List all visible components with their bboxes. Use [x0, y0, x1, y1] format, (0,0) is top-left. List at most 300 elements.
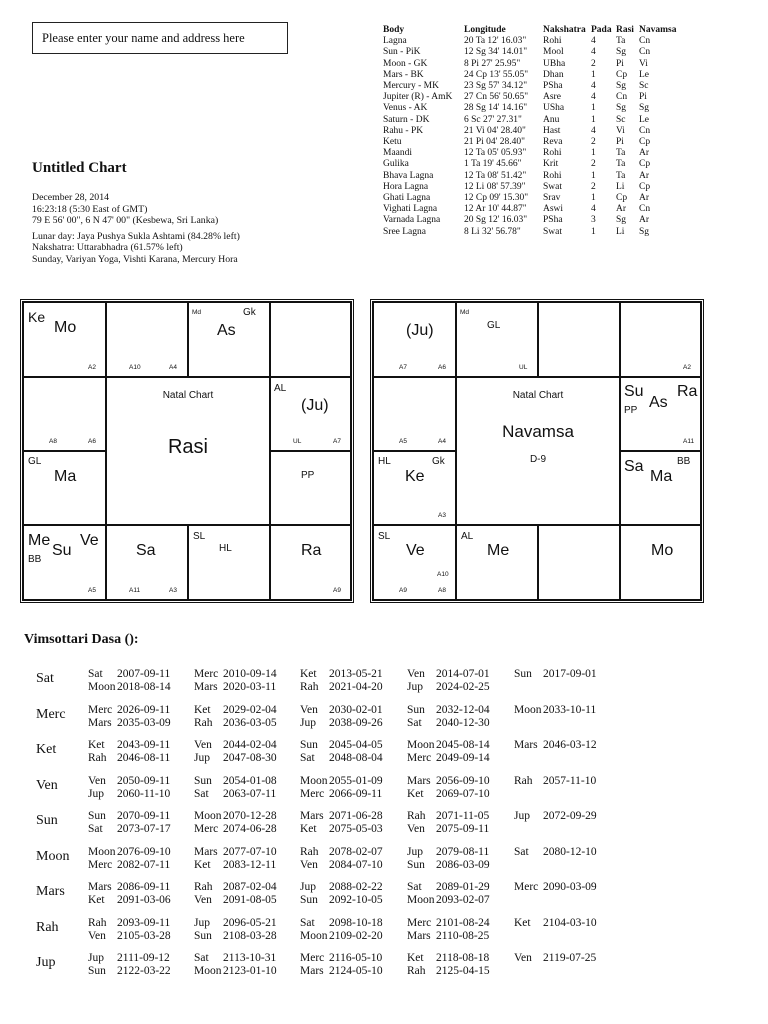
dasa-date: 2091-03-06 — [117, 894, 171, 906]
dasa-subperiod — [194, 704, 277, 717]
dasa-subperiod-column — [514, 810, 597, 823]
dasa-subperiod — [88, 810, 171, 823]
table-cell: 2 — [591, 159, 596, 170]
rasi-ve: Ve — [80, 532, 99, 549]
dasa-date: 2110-08-25 — [436, 929, 490, 942]
dasa-subperiod — [407, 859, 490, 872]
dasa-subperiod — [88, 952, 171, 965]
dasa-planet: Ket — [300, 668, 317, 680]
dasa-subperiod — [300, 881, 383, 894]
table-cell: Cp — [639, 159, 651, 170]
dasa-date: 2075-09-11 — [436, 823, 490, 835]
dasa-subperiod-column — [514, 704, 596, 717]
dasa-row — [36, 917, 736, 953]
table-cell: 4 — [591, 204, 596, 215]
dasa-subperiod — [194, 894, 277, 907]
table-cell: Lagna — [383, 36, 407, 47]
dasa-subperiod-column — [194, 704, 277, 730]
lunar-day: Lunar day: Jaya Pushya Sukla Ashtami (84.28% left) — [32, 230, 240, 242]
dasa-planet: Moon — [514, 703, 542, 716]
dasa-subperiod — [194, 846, 277, 859]
table-cell: 12 Sg 34' 14.01" — [464, 47, 528, 58]
dasa-date: 2092-10-05 — [329, 894, 383, 906]
dasa-subperiod-column — [194, 952, 277, 978]
dasa-planet: Merc — [300, 787, 325, 800]
dasa-date: 2118-08-18 — [436, 952, 490, 964]
table-cell: Rohi — [543, 170, 562, 181]
dasa-subperiod — [300, 704, 383, 717]
rasi-center-name: Rasi — [167, 436, 208, 458]
table-cell: Rahu - PK — [383, 125, 424, 136]
navamsa-house-aquarius — [373, 377, 456, 451]
dasa-subperiod-column — [407, 704, 490, 730]
table-cell: Pi — [616, 137, 624, 148]
dasa-planet: Ven — [300, 858, 318, 871]
dasa-planet: Merc — [407, 752, 432, 764]
rasi-house-capricorn — [23, 451, 106, 525]
dasa-date: 2063-07-11 — [223, 787, 277, 800]
table-cell: Cp — [616, 69, 628, 80]
dasa-subperiod-column — [300, 881, 383, 907]
dasa-subperiod-column — [514, 917, 597, 930]
navamsa-arudha: A4 — [438, 438, 446, 445]
dasa-planet: Merc — [88, 703, 113, 716]
rasi-arudha: A2 — [88, 364, 96, 371]
dasa-subperiod — [194, 823, 277, 836]
dasa-date: 2108-03-28 — [223, 929, 277, 942]
dasa-planet: Rah — [194, 716, 213, 729]
dasa-main-period: Sun — [36, 813, 58, 828]
table-cell: Varnada Lagna — [383, 215, 441, 226]
rasi-ke: Ke — [28, 309, 46, 325]
table-cell: 1 — [591, 193, 596, 204]
navamsa-arudha: A10 — [437, 571, 449, 578]
table-cell: Sc — [616, 114, 626, 125]
navamsa-ve: Ve — [406, 542, 425, 559]
dasa-planet: Ven — [88, 929, 106, 942]
dasa-date: 2056-09-10 — [436, 774, 490, 787]
navamsa-sa: Sa — [624, 458, 644, 475]
rasi-arudha: A10 — [129, 364, 141, 371]
navamsa-md: Md — [460, 309, 470, 316]
table-cell: Maandi — [383, 148, 413, 159]
dasa-date: 2043-09-11 — [117, 739, 171, 751]
dasa-subperiod — [407, 775, 490, 788]
table-cell: 12 Cp 09' 15.30" — [464, 193, 529, 204]
dasa-title: Vimsottari Dasa (): — [24, 632, 139, 647]
rasi-sl: SL — [193, 531, 206, 542]
table-cell: Le — [639, 69, 650, 80]
table-row — [383, 126, 679, 137]
rasi-arudha: A3 — [169, 587, 177, 594]
dasa-date: 2073-07-17 — [117, 823, 171, 835]
dasa-subperiod-column — [194, 881, 277, 907]
dasa-subperiod-column — [407, 775, 490, 801]
dasa-subperiod — [514, 668, 597, 681]
dasa-planet: Rah — [407, 965, 426, 977]
table-row — [383, 47, 679, 58]
dasa-planet: Ven — [300, 703, 318, 716]
table-cell: Ta — [616, 148, 626, 159]
dasa-planet: Sat — [88, 668, 103, 680]
navamsa-arudha: A11 — [683, 438, 695, 445]
navamsa-center — [456, 377, 620, 525]
dasa-planet: Rah — [194, 881, 213, 893]
dasa-row — [36, 775, 736, 811]
dasa-subperiod — [300, 965, 383, 978]
navamsa-house-taurus — [538, 302, 620, 377]
navamsa-ra: Ra — [677, 383, 698, 400]
dasa-subperiod — [514, 952, 596, 965]
dasa-subperiod-column — [194, 739, 277, 765]
dasa-planet: Merc — [194, 823, 219, 835]
dasa-date: 2066-09-11 — [329, 787, 383, 800]
dasa-date: 2014-07-01 — [436, 668, 490, 680]
name-address-box[interactable]: Please enter your name and address here — [32, 22, 288, 54]
table-cell: 20 Ta 12' 16.03" — [464, 36, 527, 47]
navamsa-pp: PP — [624, 405, 638, 416]
rasi-house-virgo — [270, 525, 351, 600]
navamsa-arudha: A2 — [683, 364, 691, 371]
dasa-subperiod — [300, 930, 383, 943]
table-row — [383, 215, 679, 226]
rasi-arudha: A6 — [88, 438, 96, 445]
navamsa-house-aries — [456, 302, 538, 377]
dasa-subperiod — [194, 810, 277, 823]
table-row — [383, 70, 679, 81]
dasa-subperiod-column — [514, 846, 597, 859]
dasa-subperiod-column — [300, 668, 383, 694]
rasi-su: Su — [52, 542, 72, 559]
table-cell: UBha — [543, 58, 566, 69]
dasa-planet: Moon — [194, 810, 222, 822]
table-cell: Rasi — [616, 25, 634, 35]
table-cell: Dhan — [543, 69, 564, 80]
dasa-subperiod — [407, 810, 489, 823]
dasa-date: 2070-09-11 — [117, 810, 171, 822]
table-cell: Pi — [639, 92, 647, 103]
table-cell: PSha — [543, 81, 563, 92]
dasa-date: 2029-02-04 — [223, 703, 277, 716]
dasa-subperiod — [88, 823, 171, 836]
dasa-subperiod-column — [300, 775, 383, 801]
dasa-date: 2040-12-30 — [436, 716, 490, 729]
navamsa-ma: Ma — [650, 468, 673, 485]
table-cell: Mool — [543, 47, 564, 58]
dasa-planet: Sun — [300, 894, 318, 906]
navamsa-house-scorpio — [456, 525, 538, 600]
dasa-date: 2024-02-25 — [436, 681, 490, 693]
dasa-subperiod-column — [514, 668, 597, 681]
dasa-date: 2033-10-11 — [543, 703, 597, 716]
rasi-arudha: A4 — [169, 364, 177, 371]
rasi-gl: GL — [28, 456, 42, 467]
rasi-bb: BB — [28, 554, 42, 565]
rasi-arudha: A8 — [49, 438, 57, 445]
navamsa-gk: Gk — [432, 456, 445, 467]
table-row — [383, 204, 679, 215]
dasa-subperiod-column — [407, 881, 490, 907]
table-cell: 21 Pi 04' 28.40" — [464, 137, 526, 148]
table-cell: Pada — [591, 25, 612, 35]
dasa-subperiod — [300, 894, 383, 907]
dasa-subperiod — [514, 917, 597, 930]
dasa-subperiod — [514, 739, 597, 752]
dasa-subperiod — [88, 917, 171, 930]
dasa-subperiod — [407, 823, 489, 836]
dasa-planet: Rah — [88, 752, 107, 764]
table-cell: Le — [639, 114, 650, 125]
dasa-planet: Ket — [88, 894, 105, 906]
dasa-subperiod — [194, 752, 277, 765]
dasa-date: 2072-09-29 — [543, 810, 597, 822]
table-cell: Cp — [639, 137, 651, 148]
dasa-subperiod — [514, 810, 597, 823]
rasi-ju: (Ju) — [301, 397, 329, 414]
nakshatra-info: Nakshatra: Uttarabhadra (61.57% left) — [32, 242, 183, 254]
dasa-subperiod — [300, 775, 383, 788]
rasi-arudha: A11 — [129, 587, 141, 594]
rasi-house-leo — [270, 451, 351, 525]
birth-date: December 28, 2014 — [32, 192, 109, 203]
dasa-subperiod — [514, 704, 596, 717]
dasa-planet: Moon — [300, 929, 328, 942]
dasa-subperiod-column — [300, 846, 383, 872]
dasa-subperiod — [300, 681, 383, 694]
rasi-house-aquarius — [23, 377, 106, 451]
dasa-subperiod-column — [407, 739, 490, 765]
dasa-date: 2125-04-15 — [436, 965, 490, 977]
dasa-date: 2086-03-09 — [436, 858, 490, 871]
dasa-planet: Sun — [194, 929, 212, 942]
table-cell: 12 Li 08' 57.39" — [464, 181, 526, 192]
dasa-planet: Ket — [88, 739, 105, 751]
table-cell: Srav — [543, 193, 561, 204]
dasa-date: 2079-08-11 — [436, 845, 490, 858]
table-cell: Vi — [639, 58, 648, 69]
navamsa-gl: GL — [487, 320, 501, 331]
dasa-date: 2035-03-09 — [117, 716, 171, 729]
dasa-subperiod-column — [88, 952, 171, 978]
rasi-me: Me — [28, 532, 51, 549]
dasa-row — [36, 810, 736, 846]
dasa-subperiod — [514, 881, 597, 894]
dasa-main-period: Sat — [36, 671, 54, 686]
dasa-planet: Sat — [300, 916, 315, 929]
dasa-date: 2091-08-05 — [223, 894, 277, 906]
dasa-subperiod — [194, 881, 277, 894]
table-cell: Ar — [639, 215, 650, 226]
dasa-date: 2116-05-10 — [329, 952, 383, 964]
dasa-subperiod — [88, 859, 171, 872]
day-info: Sunday, Variyan Yoga, Vishti Karana, Mercury Hora — [32, 253, 238, 265]
dasa-date: 2104-03-10 — [543, 916, 597, 929]
rasi-house-aries — [106, 302, 188, 377]
dasa-subperiod — [88, 668, 171, 681]
dasa-date: 2076-09-10 — [117, 845, 171, 858]
table-cell: Krit — [543, 159, 559, 170]
dasa-subperiod-column — [514, 775, 596, 788]
navamsa-house-leo — [620, 451, 701, 525]
rasi-pp: PP — [301, 470, 315, 481]
table-row — [383, 59, 679, 70]
dasa-subperiod-column — [88, 881, 171, 907]
table-cell: Sg — [616, 215, 627, 226]
navamsa-center-title: Natal Chart — [512, 390, 564, 401]
table-cell: Ar — [639, 193, 650, 204]
dasa-date: 2007-09-11 — [117, 668, 171, 680]
table-cell: 4 — [591, 92, 596, 103]
dasa-subperiod — [300, 752, 383, 765]
navamsa-center-sub: D-9 — [529, 454, 547, 465]
dasa-date: 2047-08-30 — [223, 752, 277, 764]
dasa-date: 2086-09-11 — [117, 881, 171, 893]
table-cell: Li — [616, 226, 625, 237]
table-cell: Sg — [616, 47, 627, 58]
table-cell: 4 — [591, 125, 596, 136]
dasa-planet: Rah — [88, 916, 107, 929]
dasa-planet: Merc — [300, 952, 325, 964]
navamsa-me: Me — [487, 542, 510, 559]
navamsa-arudha: A9 — [399, 587, 407, 594]
dasa-subperiod — [407, 788, 490, 801]
dasa-subperiod — [88, 965, 171, 978]
table-cell: Moon - GK — [383, 58, 428, 69]
dasa-subperiod — [407, 681, 490, 694]
dasa-subperiod-column — [88, 775, 170, 801]
dasa-subperiod-column — [88, 668, 171, 694]
dasa-date: 2017-09-01 — [543, 668, 597, 680]
navamsa-arudha: A3 — [438, 512, 446, 519]
table-cell: Mars - BK — [383, 69, 424, 80]
table-cell: Ta — [616, 170, 626, 181]
table-row — [383, 182, 679, 193]
dasa-date: 2109-02-20 — [329, 929, 383, 942]
dasa-subperiod — [407, 739, 490, 752]
table-row — [383, 171, 679, 182]
table-cell: 4 — [591, 36, 596, 47]
rasi-md: Md — [192, 309, 202, 316]
dasa-subperiod — [300, 668, 383, 681]
table-cell: 4 — [591, 47, 596, 58]
table-cell: Sun - PiK — [383, 47, 421, 58]
rasi-ma: Ma — [54, 468, 77, 485]
dasa-subperiod — [194, 917, 277, 930]
dasa-subperiod — [407, 704, 490, 717]
dasa-subperiod-column — [407, 917, 490, 943]
dasa-date: 2038-09-26 — [329, 716, 383, 729]
table-cell: Sree Lagna — [383, 226, 426, 237]
dasa-planet: Merc — [88, 858, 113, 871]
dasa-subperiod — [514, 775, 596, 788]
dasa-planet: Moon — [300, 774, 328, 787]
dasa-subperiod — [194, 788, 277, 801]
navamsa-mo: Mo — [651, 542, 674, 559]
dasa-date: 2124-05-10 — [329, 965, 383, 977]
navamsa-ke: Ke — [405, 468, 425, 485]
table-cell: 2 — [591, 58, 596, 69]
dasa-subperiod-column — [514, 881, 597, 894]
dasa-date: 2122-03-22 — [117, 965, 171, 977]
rasi-house-cancer — [270, 377, 351, 451]
dasa-planet: Merc — [194, 668, 219, 680]
dasa-date: 2071-06-28 — [329, 810, 383, 822]
dasa-subperiod — [194, 739, 277, 752]
dasa-date: 2093-09-11 — [117, 916, 171, 929]
table-row — [383, 115, 679, 126]
table-cell: 4 — [591, 81, 596, 92]
dasa-subperiod — [88, 739, 170, 752]
rasi-house-gemini — [270, 302, 351, 377]
table-cell: Mercury - MK — [383, 81, 439, 92]
dasa-subperiod — [194, 681, 277, 694]
table-cell: Ta — [616, 159, 626, 170]
table-cell: 12 Ta 08' 51.42" — [464, 170, 527, 181]
dasa-subperiod — [407, 668, 490, 681]
table-row — [383, 148, 679, 159]
table-row — [383, 103, 679, 114]
table-cell: Ar — [639, 148, 650, 159]
table-cell: Jupiter (R) - AmK — [383, 92, 453, 103]
navamsa-ju: (Ju) — [406, 322, 434, 339]
dasa-planet: Sun — [88, 810, 106, 822]
dasa-date: 2018-08-14 — [117, 681, 171, 693]
dasa-row — [36, 704, 736, 740]
birth-place: 79 E 56' 00", 6 N 47' 00" (Kesbewa, Sri Lanka) — [32, 215, 219, 227]
table-cell: 23 Sg 57' 34.12" — [464, 81, 528, 92]
dasa-planet: Mars — [514, 739, 538, 751]
dasa-planet: Mars — [88, 881, 112, 893]
dasa-planet: Sat — [194, 952, 209, 964]
dasa-planet: Ket — [407, 952, 424, 964]
dasa-planet: Mars — [194, 845, 218, 858]
dasa-planet: Rah — [514, 774, 533, 787]
dasa-date: 2044-02-04 — [223, 739, 277, 751]
navamsa-su: Su — [624, 383, 644, 400]
dasa-planet: Ven — [407, 668, 425, 680]
dasa-date: 2026-09-11 — [117, 703, 171, 716]
rasi-hl: HL — [219, 543, 232, 554]
dasa-subperiod-column — [300, 917, 383, 943]
dasa-main-period: Ven — [36, 777, 58, 793]
dasa-planet: Ket — [300, 823, 317, 835]
dasa-planet: Ven — [514, 952, 532, 964]
rasi-center-title: Natal Chart — [162, 390, 214, 401]
dasa-subperiod — [88, 752, 170, 765]
table-cell: Longitude — [464, 25, 506, 35]
navamsa-chart — [370, 299, 704, 603]
navamsa-arudha: A5 — [399, 438, 407, 445]
table-cell: Gulika — [383, 159, 409, 170]
dasa-subperiod — [300, 810, 383, 823]
dasa-date: 2013-05-21 — [329, 668, 383, 680]
navamsa-sl: SL — [378, 531, 391, 542]
dasa-planet: Jup — [194, 916, 210, 929]
dasa-planet: Sun — [514, 668, 532, 680]
table-cell: 20 Sg 12' 16.03" — [464, 215, 528, 226]
table-cell: 1 — [591, 226, 596, 237]
dasa-date: 2113-10-31 — [223, 952, 277, 964]
dasa-planet: Mars — [300, 810, 324, 822]
dasa-subperiod — [407, 894, 490, 907]
dasa-planet: Sun — [88, 965, 106, 977]
rasi-as: As — [217, 322, 236, 339]
dasa-row — [36, 952, 736, 988]
dasa-main-period: Mars — [36, 884, 65, 899]
dasa-planet: Jup — [514, 810, 530, 822]
rasi-arudha: A7 — [333, 438, 341, 445]
dasa-planet: Rah — [300, 681, 319, 693]
